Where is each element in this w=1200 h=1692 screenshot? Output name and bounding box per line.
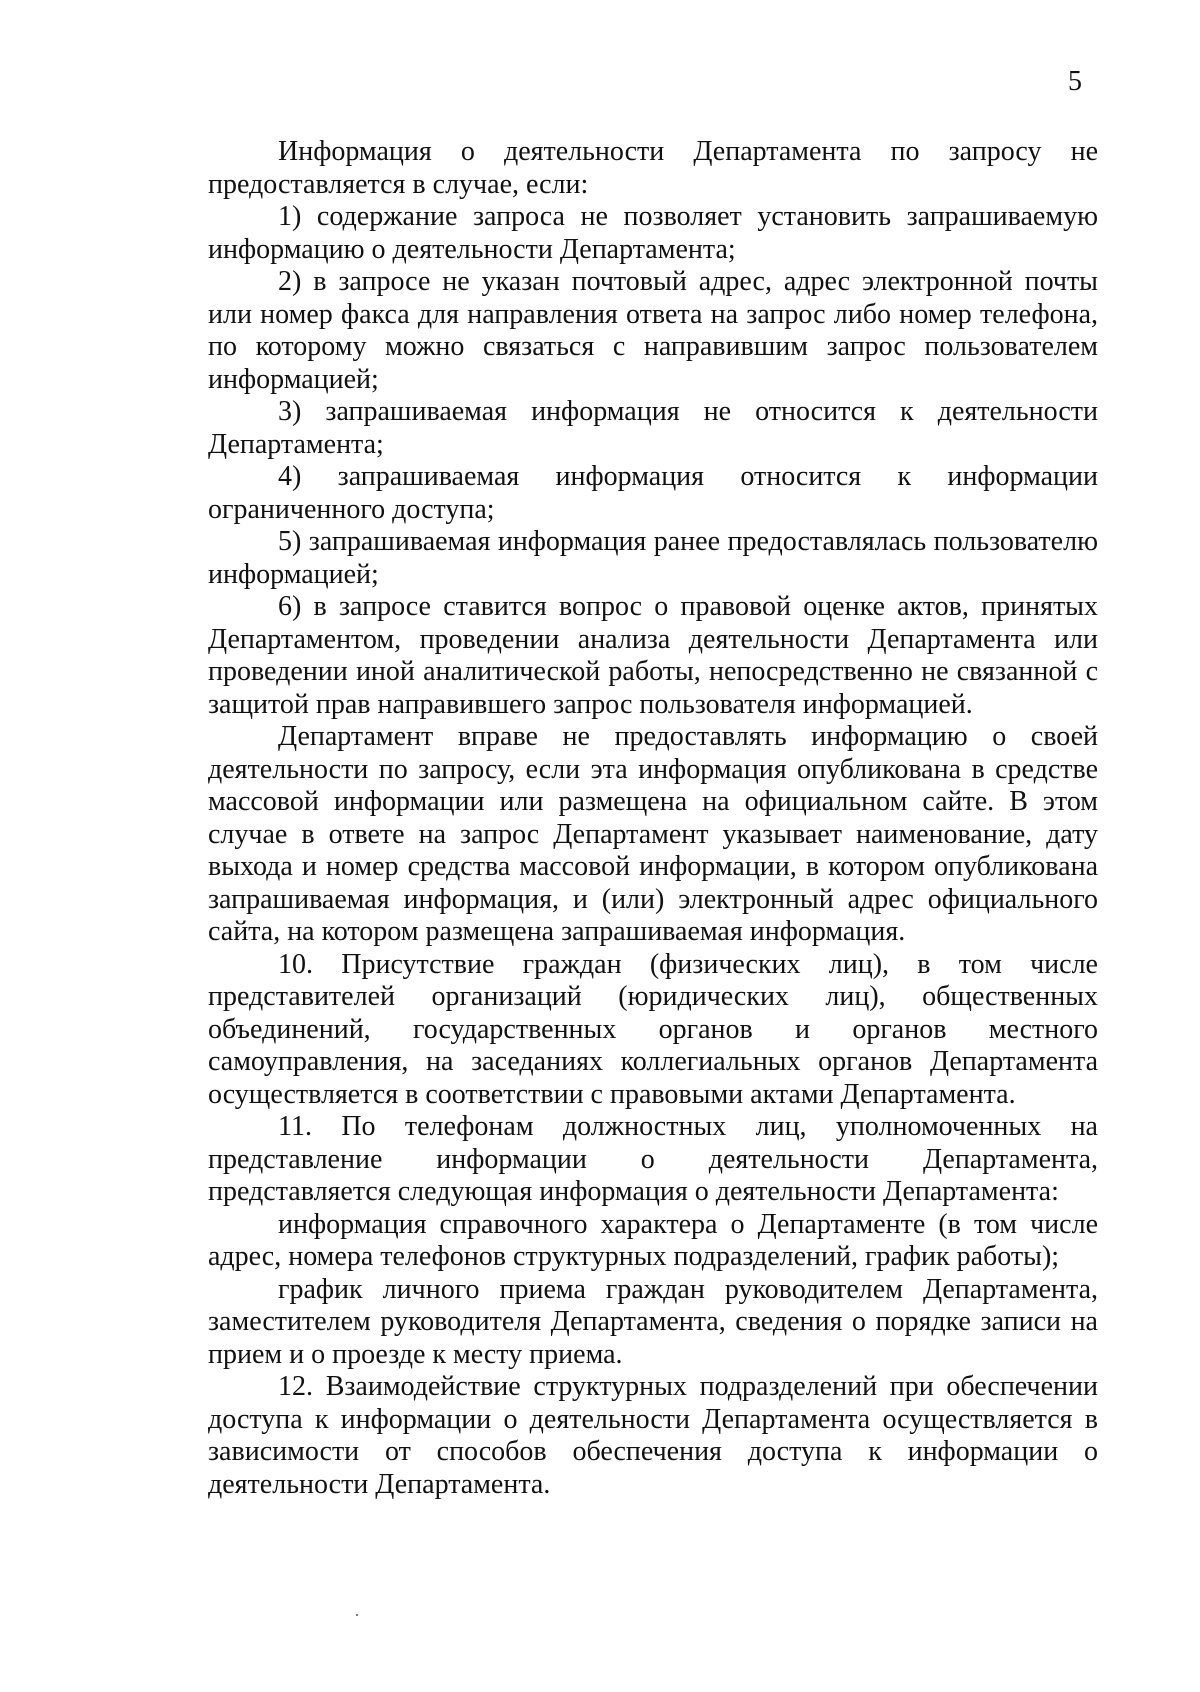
clause-11-item-reception-schedule: график личного приема граждан руководителем Департамента, заместителем руководителя Департамента, сведения о порядке записи на прием и о проезде к месту приема. bbox=[208, 1273, 1098, 1370]
clause-11: 11. По телефонам должностных лиц, уполномоченных на представление информации о деятельности Департамента, представляется следующая информация о деятельности Департамента: bbox=[208, 1111, 1098, 1207]
paragraph-intro: Информация о деятельности Департамента по запросу не предоставляется в случае, если: bbox=[208, 136, 1098, 200]
list-item-6: 6) в запросе ставится вопрос о правовой оценке актов, принятых Департаментом, проведении анализа деятельности Департамента или проведении иной аналитической работы, непосредственно не связанной с защитой прав направившего запрос пользователя информацией. bbox=[208, 591, 1098, 720]
page-number: 5 bbox=[1068, 66, 1082, 97]
list-item-4: 4) запрашиваемая информация относится к информации ограниченного доступа; bbox=[208, 461, 1098, 525]
paragraph-published-info: Департамент вправе не предоставлять информацию о своей деятельности по запросу, если эта информация опубликована в средстве массовой информации или размещена на официальном сайте. В этом случае в ответе на запрос Департамент указывает наименование, дату выхода и номер средства массовой информации, в котором опубликована запрашиваемая информация, и (или) электронный адрес официального сайта, на котором размещена запрашиваемая информация. bbox=[208, 721, 1098, 947]
document-body bbox=[208, 136, 1098, 1501]
scan-artifact-dot bbox=[356, 1614, 358, 1616]
clause-12: 12. Взаимодействие структурных подразделений при обеспечении доступа к информации о деятельности Департамента осуществляется в зависимости от способов обеспечения доступа к информации о деятельности Департамента. bbox=[208, 1371, 1098, 1500]
list-item-1: 1) содержание запроса не позволяет установить запрашиваемую информацию о деятельности Департамента; bbox=[208, 201, 1098, 265]
list-item-5: 5) запрашиваемая информация ранее предоставлялась пользователю информацией; bbox=[208, 526, 1098, 590]
clause-11-item-reference-info: информация справочного характера о Департаменте (в том числе адрес, номера телефонов структурных подразделений, график работы); bbox=[208, 1208, 1098, 1272]
list-item-3: 3) запрашиваемая информация не относится к деятельности Департамента; bbox=[208, 396, 1098, 460]
list-item-2: 2) в запросе не указан почтовый адрес, адрес электронной почты или номер факса для направления ответа на запрос либо номер телефона, по которому можно связаться с направившим запрос пользователем информацией; bbox=[208, 266, 1098, 395]
clause-10: 10. Присутствие граждан (физических лиц), в том числе представителей организаций (юридических лиц), общественных объединений, государственных органов и органов местного самоуправления, на заседаниях коллегиальных органов Департамента осуществляется в соответствии с правовыми актами Департамента. bbox=[208, 948, 1098, 1110]
